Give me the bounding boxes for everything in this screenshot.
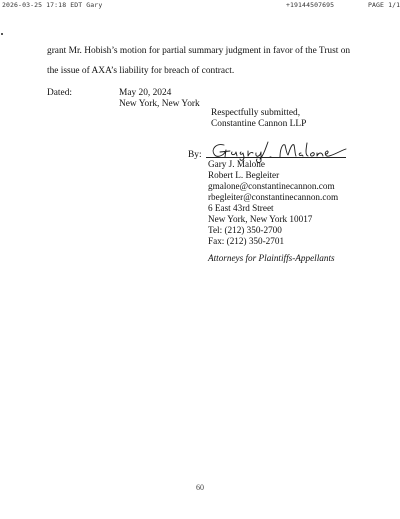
fax-page: PAGE 1/1: [368, 1, 400, 9]
email-2: rbegleiter@constantinecannon.com: [208, 192, 339, 202]
attorneys-for: Attorneys for Plaintiffs-Appellants: [208, 253, 335, 263]
scan-speck: [1, 33, 3, 35]
page-number: 60: [196, 483, 204, 492]
paragraph-line-2: the issue of AXA’s liability for breach of contract.: [47, 66, 235, 76]
signature-line: [206, 157, 346, 158]
paragraph-line-1: grant Mr. Hobish’s motion for partial summary judgment in favor of the Trust on: [47, 46, 351, 56]
address-line-1: 6 East 43rd Street: [208, 203, 274, 213]
attorney-name: Gary J. Malone: [208, 159, 265, 169]
attorney-contact-block: [208, 159, 338, 247]
fax-number: Fax: (212) 350-2701: [208, 236, 285, 246]
fax-timestamp: 2026-03-25 17:18 EDT Gary: [2, 1, 103, 9]
dated-date: May 20, 2024: [119, 88, 172, 98]
address-line-2: New York, New York 10017: [208, 214, 313, 224]
by-label: By:: [188, 150, 202, 160]
closing-line-2: Constantine Cannon LLP: [211, 119, 307, 129]
co-counsel-name: Robert L. Begleiter: [208, 170, 280, 180]
fax-header: [0, 1, 400, 11]
closing-line-1: Respectfully submitted,: [211, 108, 301, 118]
email-1: gmalone@constantinecannon.com: [208, 181, 335, 191]
dated-label: Dated:: [47, 88, 72, 98]
fax-phone: +19144507695: [286, 1, 335, 9]
telephone: Tel: (212) 350-2700: [208, 225, 282, 235]
dated-place: New York, New York: [119, 99, 200, 109]
